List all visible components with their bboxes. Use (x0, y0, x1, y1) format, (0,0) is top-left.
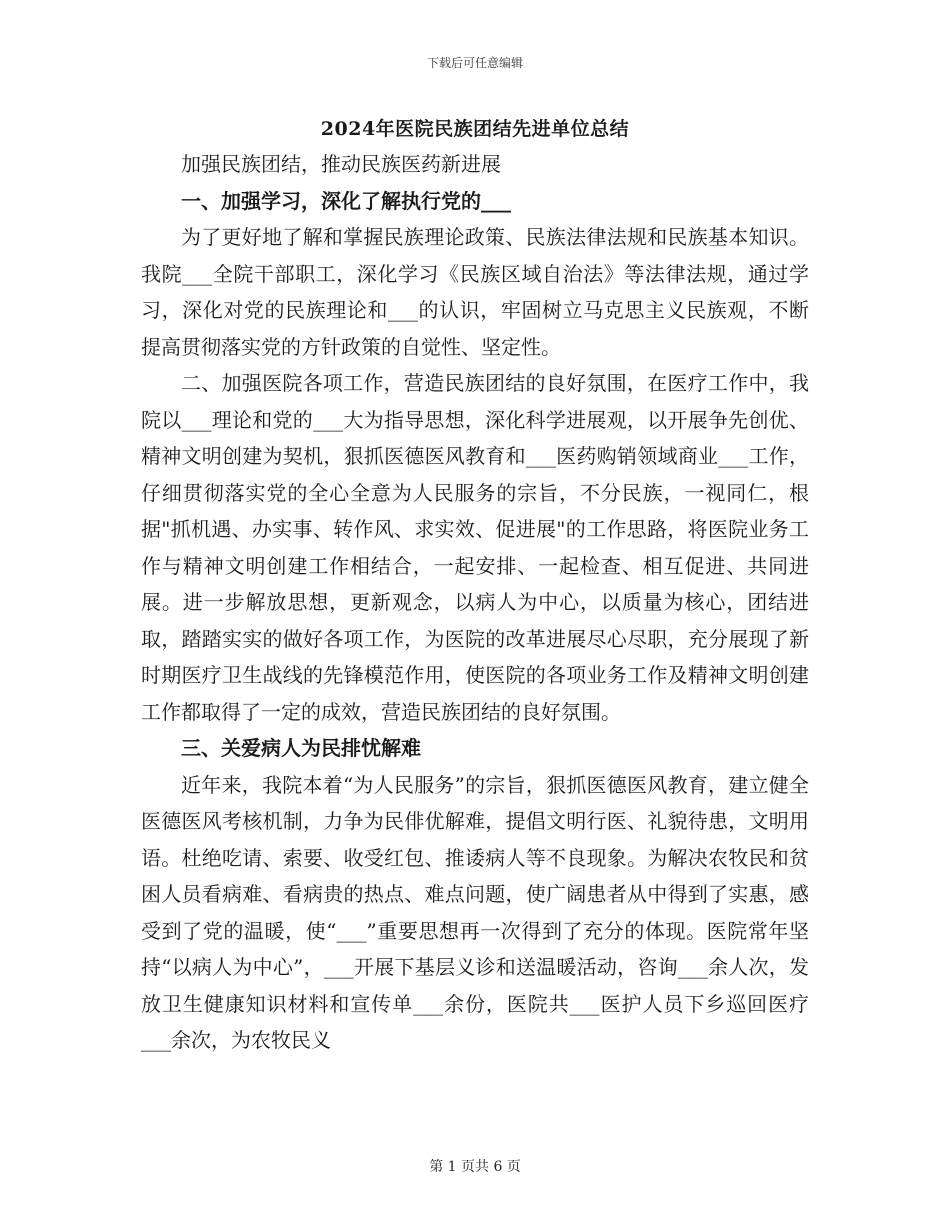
page-number-footer: 第 1 页共 6 页 (429, 1159, 521, 1175)
document-body (141, 146, 809, 1059)
document-title: 2024年医院民族团结先进单位总结 (320, 118, 630, 140)
section-heading-1: 一、加强学习，深化了解执行党的___ (181, 188, 511, 213)
subtitle-paragraph: 加强民族团结，推动民族医药新进展 (181, 152, 501, 176)
section-heading-3: 三、关爱病人为民排忧解难 (181, 736, 421, 760)
body-paragraph: 近年来，我院本着“为人民服务”的宗旨，狠抓医德医风教育，建立健全医德医风考核机制，力争为民俳优解难，提倡文明行医、礼貌待患，文明用语。杜绝吃请、索要、收受红包、推诿病人等不良现象。为解决农牧民和贫困人员看病难、看病贵的热点、难点问题，使广阔患者从中得到了实惠，感受到了党的温暖，使“___”重要思想再一次得到了充分的体现。医院常年坚持“以病人为中心”，___开展下基层义诊和送温暖活动，咨询___余人次，发放卫生健康知识材料和宣传单___余份，医院共___医护人员下乡巡回医疗___余次，为农牧民义 (141, 772, 809, 1052)
page-header-note: 下载后可任意编辑 (426, 56, 523, 70)
body-paragraph: 为了更好地了解和掌握民族理论政策、民族法律法规和民族基本知识。我院___全院干部职工，深化学习《民族区域自治法》等法律法规，通过学习，深化对党的民族理论和___的认识，牢固树立马克思主义民族观，不断提高贯彻落实党的方针政策的自觉性、坚定性。 (141, 225, 809, 359)
body-paragraph: 二、加强医院各项工作，营造民族团结的良好氛围，在医疗工作中，我院以___理论和党的___大为指导思想，深化科学进展观，以开展争先创优、精神文明创建为契机，狠抓医德医风教育和___医药购销领域商业___工作，仔细贯彻落实党的全心全意为人民服务的宗旨，不分民族，一视同仁，根据"抓机遇、办实事、转作风、求实效、促进展"的工作思路，将医院业务工作与精神文明创建工作相结合，一起安排、一起检查、相互促进、共同进展。进一步解放思想，更新观念，以病人为中心，以质量为核心，团结进取，踏踏实实的做好各项工作，为医院的改革进展尽心尽职，充分展现了新时期医疗卫生战线的先锋模范作用，使医院的各项业务工作及精神文明创建工作都取得了一定的成效，营造民族团结的良好氛围。 (141, 371, 809, 724)
